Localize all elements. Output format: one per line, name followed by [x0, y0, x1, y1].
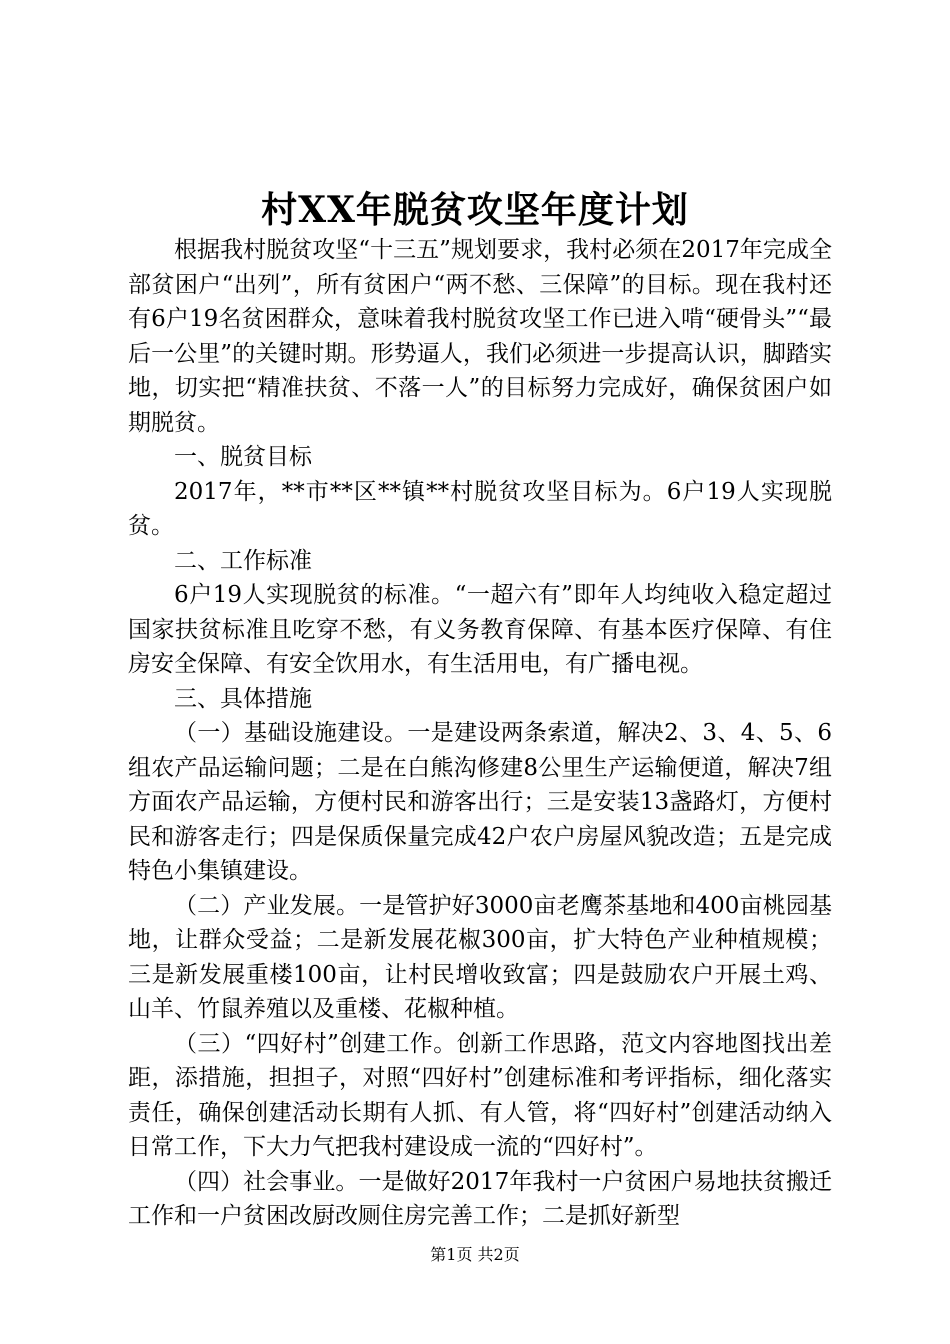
standard-paragraph: 6户19人实现脱贫的标准。“一超六有”即年人均纯收入稳定超过国家扶贫标准且吃穿不愁，有义务教育保障、有基本医疗保障、有住房安全保障、有安全饮用水，有生活用电，有广播电视。	[128, 582, 832, 677]
section-heading-measures: 三、具体措施	[174, 685, 312, 712]
section-heading-goal: 一、脱贫目标	[174, 444, 312, 470]
document-body	[128, 233, 832, 1234]
measure-industry-paragraph: （二）产业发展。一是管护好3000亩老鹰茶基地和400亩桃园基地，让群众受益；二是新发展花椒300亩，扩大特色产业种植规模；三是新发展重楼100亩，让村民增收致富；四是鼓励农户开展土鸡、山羊、竹鼠养殖以及重楼、花椒种植。	[128, 892, 832, 1022]
goal-paragraph: 2017年，**市**区**镇**村脱贫攻坚目标为。6户19人实现脱贫。	[128, 478, 832, 539]
measure-social-affairs-paragraph: （四）社会事业。一是做好2017年我村一户贫困户易地扶贫搬迁工作和一户贫困改厨改厕住房完善工作；二是抓好新型	[128, 1168, 832, 1229]
intro-paragraph: 根据我村脱贫攻坚“十三五”规划要求，我村必须在2017年完成全部贫困户“出列”，所有贫困户“两不愁、三保障”的目标。现在我村还有6户19名贫困群众，意味着我村脱贫攻坚工作已进入啃“硬骨头”“最后一公里”的关键时期。形势逼人，我们必须进一步提高认识，脚踏实地，切实把“精准扶贫、不落一人”的目标努力完成好，确保贫困户如期脱贫。	[128, 237, 832, 436]
page-number-footer: 第1页 共2页	[430, 1245, 520, 1264]
document-title: 村XX年脱贫攻坚年度计划	[261, 189, 689, 231]
measure-four-good-village-paragraph: （三）“四好村”创建工作。创新工作思路，范文内容地图找出差距，添措施，担担子，对照“四好村”创建标准和考评指标，细化落实责任，确保创建活动长期有人抓、有人管，将“四好村”创建活动纳入日常工作，下大力气把我村建设成一流的“四好村”。	[128, 1030, 832, 1160]
measure-infrastructure-paragraph: （一）基础设施建设。一是建设两条索道，解决2、3、4、5、6组农产品运输问题；二是在白熊沟修建8公里生产运输便道，解决7组方面农产品运输，方便村民和游客出行；三是安装13盏路灯，方便村民和游客走行；四是保质保量完成42户农户房屋风貌改造；五是完成特色小集镇建设。	[128, 720, 832, 884]
section-heading-standard: 二、工作标准	[174, 547, 312, 574]
